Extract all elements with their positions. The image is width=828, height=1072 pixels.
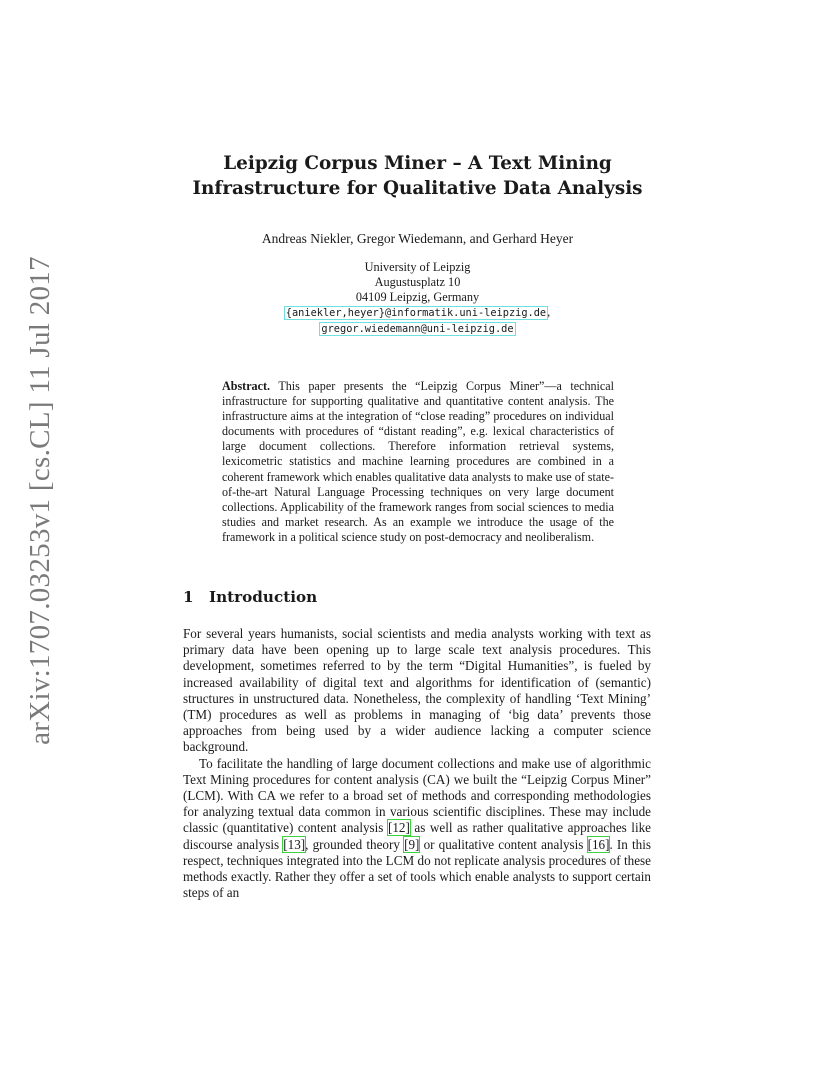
email-link-2[interactable]: gregor.wiedemann@uni-leipzig.de bbox=[321, 323, 514, 335]
title-line-2: Infrastructure for Qualitative Data Analysis bbox=[192, 178, 643, 199]
arxiv-sidebar-stamp bbox=[18, 255, 62, 745]
affiliation-line-3: 04109 Leipzig, Germany bbox=[355, 290, 480, 304]
paragraph-2-text: , grounded theory bbox=[305, 836, 405, 852]
citation-link[interactable]: [16] bbox=[587, 836, 610, 852]
paragraph-2-text: . In this respect, techniques integrated into the LCM do not replicate analysis procedures of these methods exactly. Rather they offer a set of tools which enable analysts to support certain steps of an bbox=[183, 836, 651, 901]
email-link-1[interactable]: {aniekler,heyer}@informatik.uni-leipzig.de bbox=[285, 307, 547, 319]
affiliation-line-2: Augustusplatz 10 bbox=[374, 275, 461, 289]
section-number: 1 bbox=[183, 588, 194, 606]
abstract-text: This paper presents the “Leipzig Corpus Miner”—a technical infrastructure for supporting qualitative and quantitative content analysis. The infrastructure aims at the integration of “close reading” procedures on individual documents with procedures of “distant reading”, e.g. lexical characteristics of large document collections. Therefore information retrieval systems, lexicometric statistics and machine learning procedures are combined in a coherent framework which enables qualitative data analysts to make use of state-of-the-art Natural Language Processing techniques on very large document collections. Applicability of the framework ranges from social sciences to media studies and market research. As an example we introduce the usage of the framework in a political science study on post-democracy and neoliberalism. bbox=[222, 379, 615, 544]
section-heading bbox=[183, 588, 317, 606]
paper-title bbox=[150, 151, 685, 201]
citation-link[interactable]: [12] bbox=[387, 820, 410, 836]
section-title: Introduction bbox=[209, 588, 318, 606]
authors: Andreas Niekler, Gregor Wiedemann, and Gerhard Heyer bbox=[261, 231, 574, 246]
arxiv-id: arXiv:1707.03253v1 [cs.CL] 11 Jul 2017 bbox=[23, 255, 56, 745]
title-line-1: Leipzig Corpus Miner – A Text Mining bbox=[223, 153, 612, 174]
abstract bbox=[222, 379, 614, 545]
paragraph-2-text: To facilitate the handling of large document collections and make use of algorithmic Text Mining procedures for content analysis (CA) we built the “Leipzig Corpus Miner” (LCM). With CA we refer to a broad set of methods and corresponding methodologies for analyzing textual data common in various scientific disciplines. These may include classic (quantitative) content analysis bbox=[183, 755, 651, 836]
citation-link[interactable]: [9] bbox=[404, 836, 420, 852]
paragraph-2 bbox=[183, 756, 651, 902]
citation-link[interactable]: [13] bbox=[283, 836, 306, 852]
body-text bbox=[183, 626, 651, 901]
paragraph-2-text: or qualitative content analysis bbox=[419, 836, 588, 852]
email-separator: , bbox=[547, 305, 551, 319]
paragraph-1: For several years humanists, social scientists and media analysts working with text as primary data have been opening up to large scale text analysis procedures. This development, sometimes referred to by the term “Digital Humanities”, is fueled by increased availability of digital text and algorithms for identification of (semantic) structures in unstructured data. Nonetheless, the complexity of handling ‘Text Mining’ (TM) procedures as well as problems in managing of ‘big data’ prevents those approaches from being used by a wider audience lacking a computer science background. bbox=[183, 626, 651, 755]
abstract-label: Abstract. bbox=[222, 379, 271, 393]
paragraph-2-text: as well as rather qualitative approaches like discourse analysis bbox=[183, 820, 651, 852]
affiliation bbox=[150, 260, 685, 337]
affiliation-line-1: University of Leipzig bbox=[364, 260, 471, 274]
